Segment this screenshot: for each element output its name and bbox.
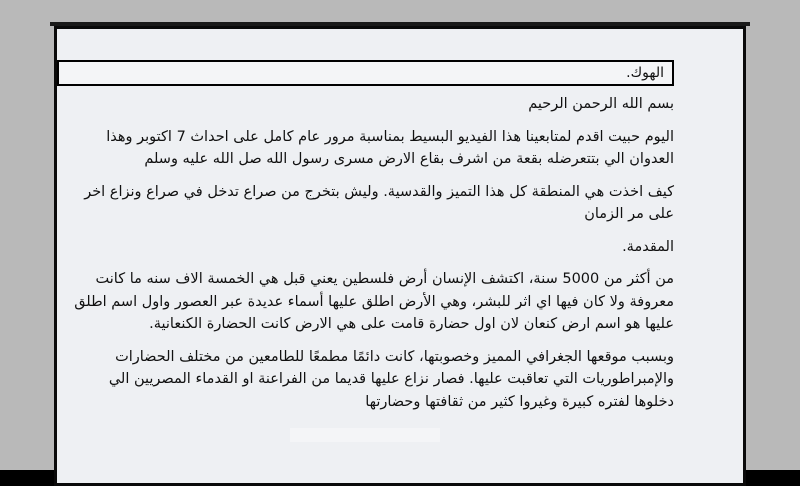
paragraph-basmala: بسم الله الرحمن الرحيم bbox=[528, 96, 674, 112]
paragraph-history: من أكثر من 5000 سنة، اكتشف الإنسان أرض فلسطين يعني قبل هي الخمسة الاف سنه ما كانت معروفة ولا كان فيها اي اثر للبشر، وهي الأرض اطلق عليها أسماء عديدة عبر العصور واول اسم اطلق عليها هو اسم ارض كنعان لان اول حضارة قامت على هي الارض كانت الحضارة الكنعانية. bbox=[74, 271, 674, 332]
paragraph-geography: وبسبب موقعها الجغرافي المميز وخصوبتها، كانت دائمًا مطمعًا للطامعين من مختلف الحضارات والإمبراطوريات التي تعاقبت عليها. فصار نزاع عليها قديما من الفراعنة او القدماء المصريين الي دخلوها لفتره كبيرة وغيروا كثير من ثقافتها وحضارتها bbox=[108, 348, 674, 410]
section-heading-introduction: المقدمة. bbox=[622, 238, 674, 255]
highlight-overlay bbox=[290, 428, 440, 442]
document-body bbox=[74, 60, 674, 423]
title-field[interactable]: الهوك. bbox=[57, 60, 674, 86]
paragraph-intro: اليوم حبيت اقدم لمتابعينا هذا الفيديو البسيط بمناسبة مرور عام كامل على احداث 7 اكتوبر وهذا العدوان الي بتتعرضله بقعة من اشرف بقاع الارض مسرى رسول الله صل الله عليه وسلم bbox=[106, 128, 674, 167]
paragraph-question: كيف اخذت هي المنطقة كل هذا التميز والقدسية. وليش بتخرج من صراع تدخل في صراع ونزاع اخر على مر الزمان bbox=[84, 183, 674, 222]
